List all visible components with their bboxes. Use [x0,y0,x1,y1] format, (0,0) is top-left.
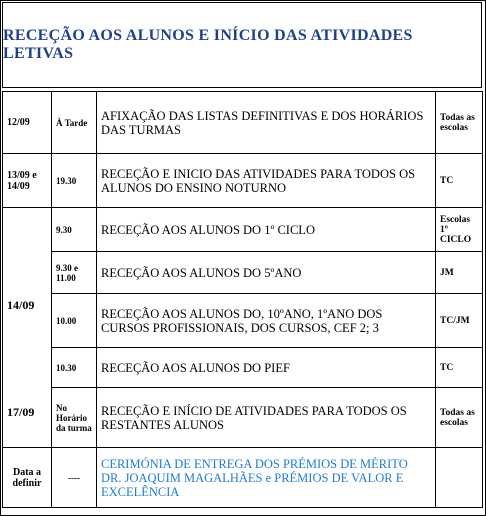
activity-cell: RECEÇÃO AOS ALUNOS DO 5ºANO [97,252,436,294]
location-cell: TC [436,348,483,388]
time-cell: ---- [52,448,97,508]
date-1709: 17/09 [7,405,35,419]
page-title: RECEÇÃO AOS ALUNOS E INÍCIO DAS ATIVIDADES LETIVAS [3,27,413,62]
location-cell: TC [436,154,483,208]
activity-cell-ceremony: CERIMÓNIA DE ENTREGA DOS PRÉMIOS DE MÉRITO DR. JOAQUIM MAGALHÃES e PRÉMIOS DE VALOR E EXCELÊNCIA [97,448,436,508]
location-cell [436,448,483,508]
table-row [3,208,483,252]
date-cell: 12/09 [3,92,52,154]
activity-cell: AFIXAÇÃO DAS LISTAS DEFINITIVAS E DOS HORÁRIOS DAS TURMAS [97,92,436,154]
table-row [3,294,483,348]
location-cell: JM [436,252,483,294]
time-cell: 10.30 [52,348,97,388]
time-cell: No Horário da turma [52,388,97,448]
activity-cell: RECEÇÃO E INÍCIO DE ATIVIDADES PARA TODOS OS RESTANTES ALUNOS [97,388,436,448]
activity-cell: RECEÇÃO E INICIO DAS ATIVIDADES PARA TODOS OS ALUNOS DO ENSINO NOTURNO [97,154,436,208]
time-cell: 19.30 [52,154,97,208]
table-row [3,252,483,294]
title-box [2,2,482,88]
activity-cell: RECEÇÃO AOS ALUNOS DO, 10ºANO, 1ºANO DOS CURSOS PROFISSIONAIS, DOS CURSOS, CEF 2; 3 [97,294,436,348]
schedule-table [2,91,483,508]
location-cell: Escolas 1º CICLO [436,208,483,252]
time-cell: 9.30 e 11.00 [52,252,97,294]
table-row [3,348,483,388]
activity-cell: RECEÇÃO AOS ALUNOS DO 1º CICLO [97,208,436,252]
table-row [3,388,483,448]
time-cell: 9.30 [52,208,97,252]
date-cell: Data a definir [3,448,52,508]
time-cell: 10.00 [52,294,97,348]
location-cell: Todas as escolas [436,388,483,448]
location-cell: TC/JM [436,294,483,348]
date-cell-merged [3,208,52,448]
table-row [3,92,483,154]
date-1409: 14/09 [7,298,35,312]
time-cell: À Tarde [52,92,97,154]
date-cell: 13/09 e 14/09 [3,154,52,208]
activity-cell: RECEÇÃO AOS ALUNOS DO PIEF [97,348,436,388]
table-row [3,448,483,508]
location-cell: Todas as escolas [436,92,483,154]
table-row [3,154,483,208]
